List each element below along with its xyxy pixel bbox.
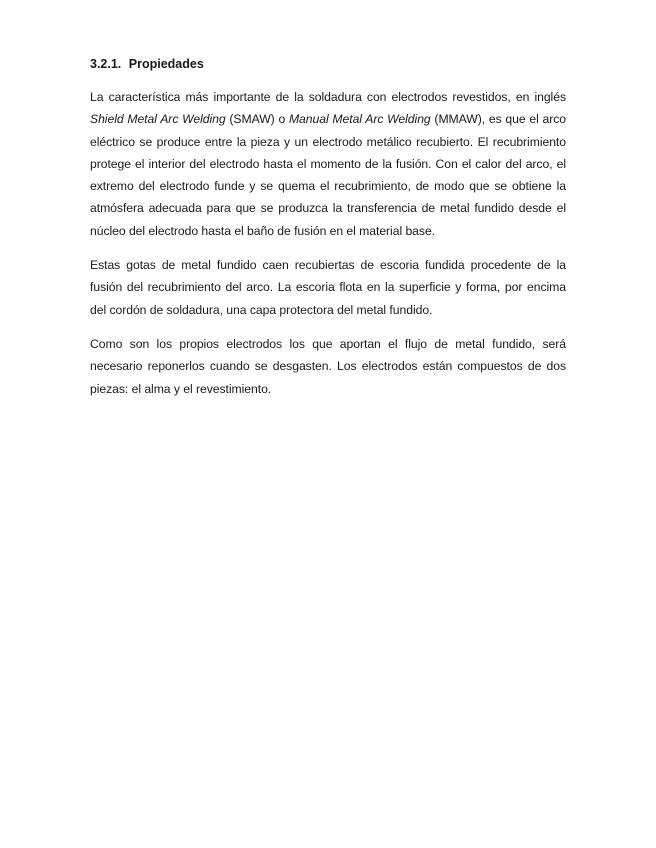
- term-smaw: Shield Metal Arc Welding: [90, 112, 226, 127]
- paragraph-3: Como son los propios electrodos los que aportan el flujo de metal fundido, será necesario reponerlos cuando se desgasten. Los electrodos están compuestos de dos piezas: el alma y el revestimiento.: [90, 336, 566, 396]
- paragraph-1: [90, 86, 566, 242]
- paragraph-1-text-c: (MMAW), es que el arco eléctrico se produce entre la pieza y un electrodo metálico recubierto. El recubrimiento protege el interior del electrodo hasta el momento de la fusión. Con el calor del arco, el extremo del electrodo funde y se quema el recubrimiento, de modo que se obtiene la atmósfera adecuada para que se produzca la transferencia de metal fundido desde el núcleo del electrodo hasta el baño de fusión en el material base.: [90, 112, 567, 238]
- paragraph-2: Estas gotas de metal fundido caen recubiertas de escoria fundida procedente de la fusión del recubrimiento del arco. La escoria flota en la superficie y forma, por encima del cordón de soldadura, una capa protectora del metal fundido.: [90, 258, 566, 317]
- document-page: [90, 56, 566, 412]
- term-mmaw: Manual Metal Arc Welding: [288, 112, 431, 127]
- section-title: Propiedades: [128, 57, 204, 71]
- section-heading: [90, 56, 566, 72]
- paragraph-1-text-a: La característica más importante de la soldadura con electrodos revestidos, en inglés: [90, 90, 566, 104]
- section-number: 3.2.1.: [90, 57, 122, 71]
- paragraph-1-text-b: (SMAW) o: [225, 112, 289, 127]
